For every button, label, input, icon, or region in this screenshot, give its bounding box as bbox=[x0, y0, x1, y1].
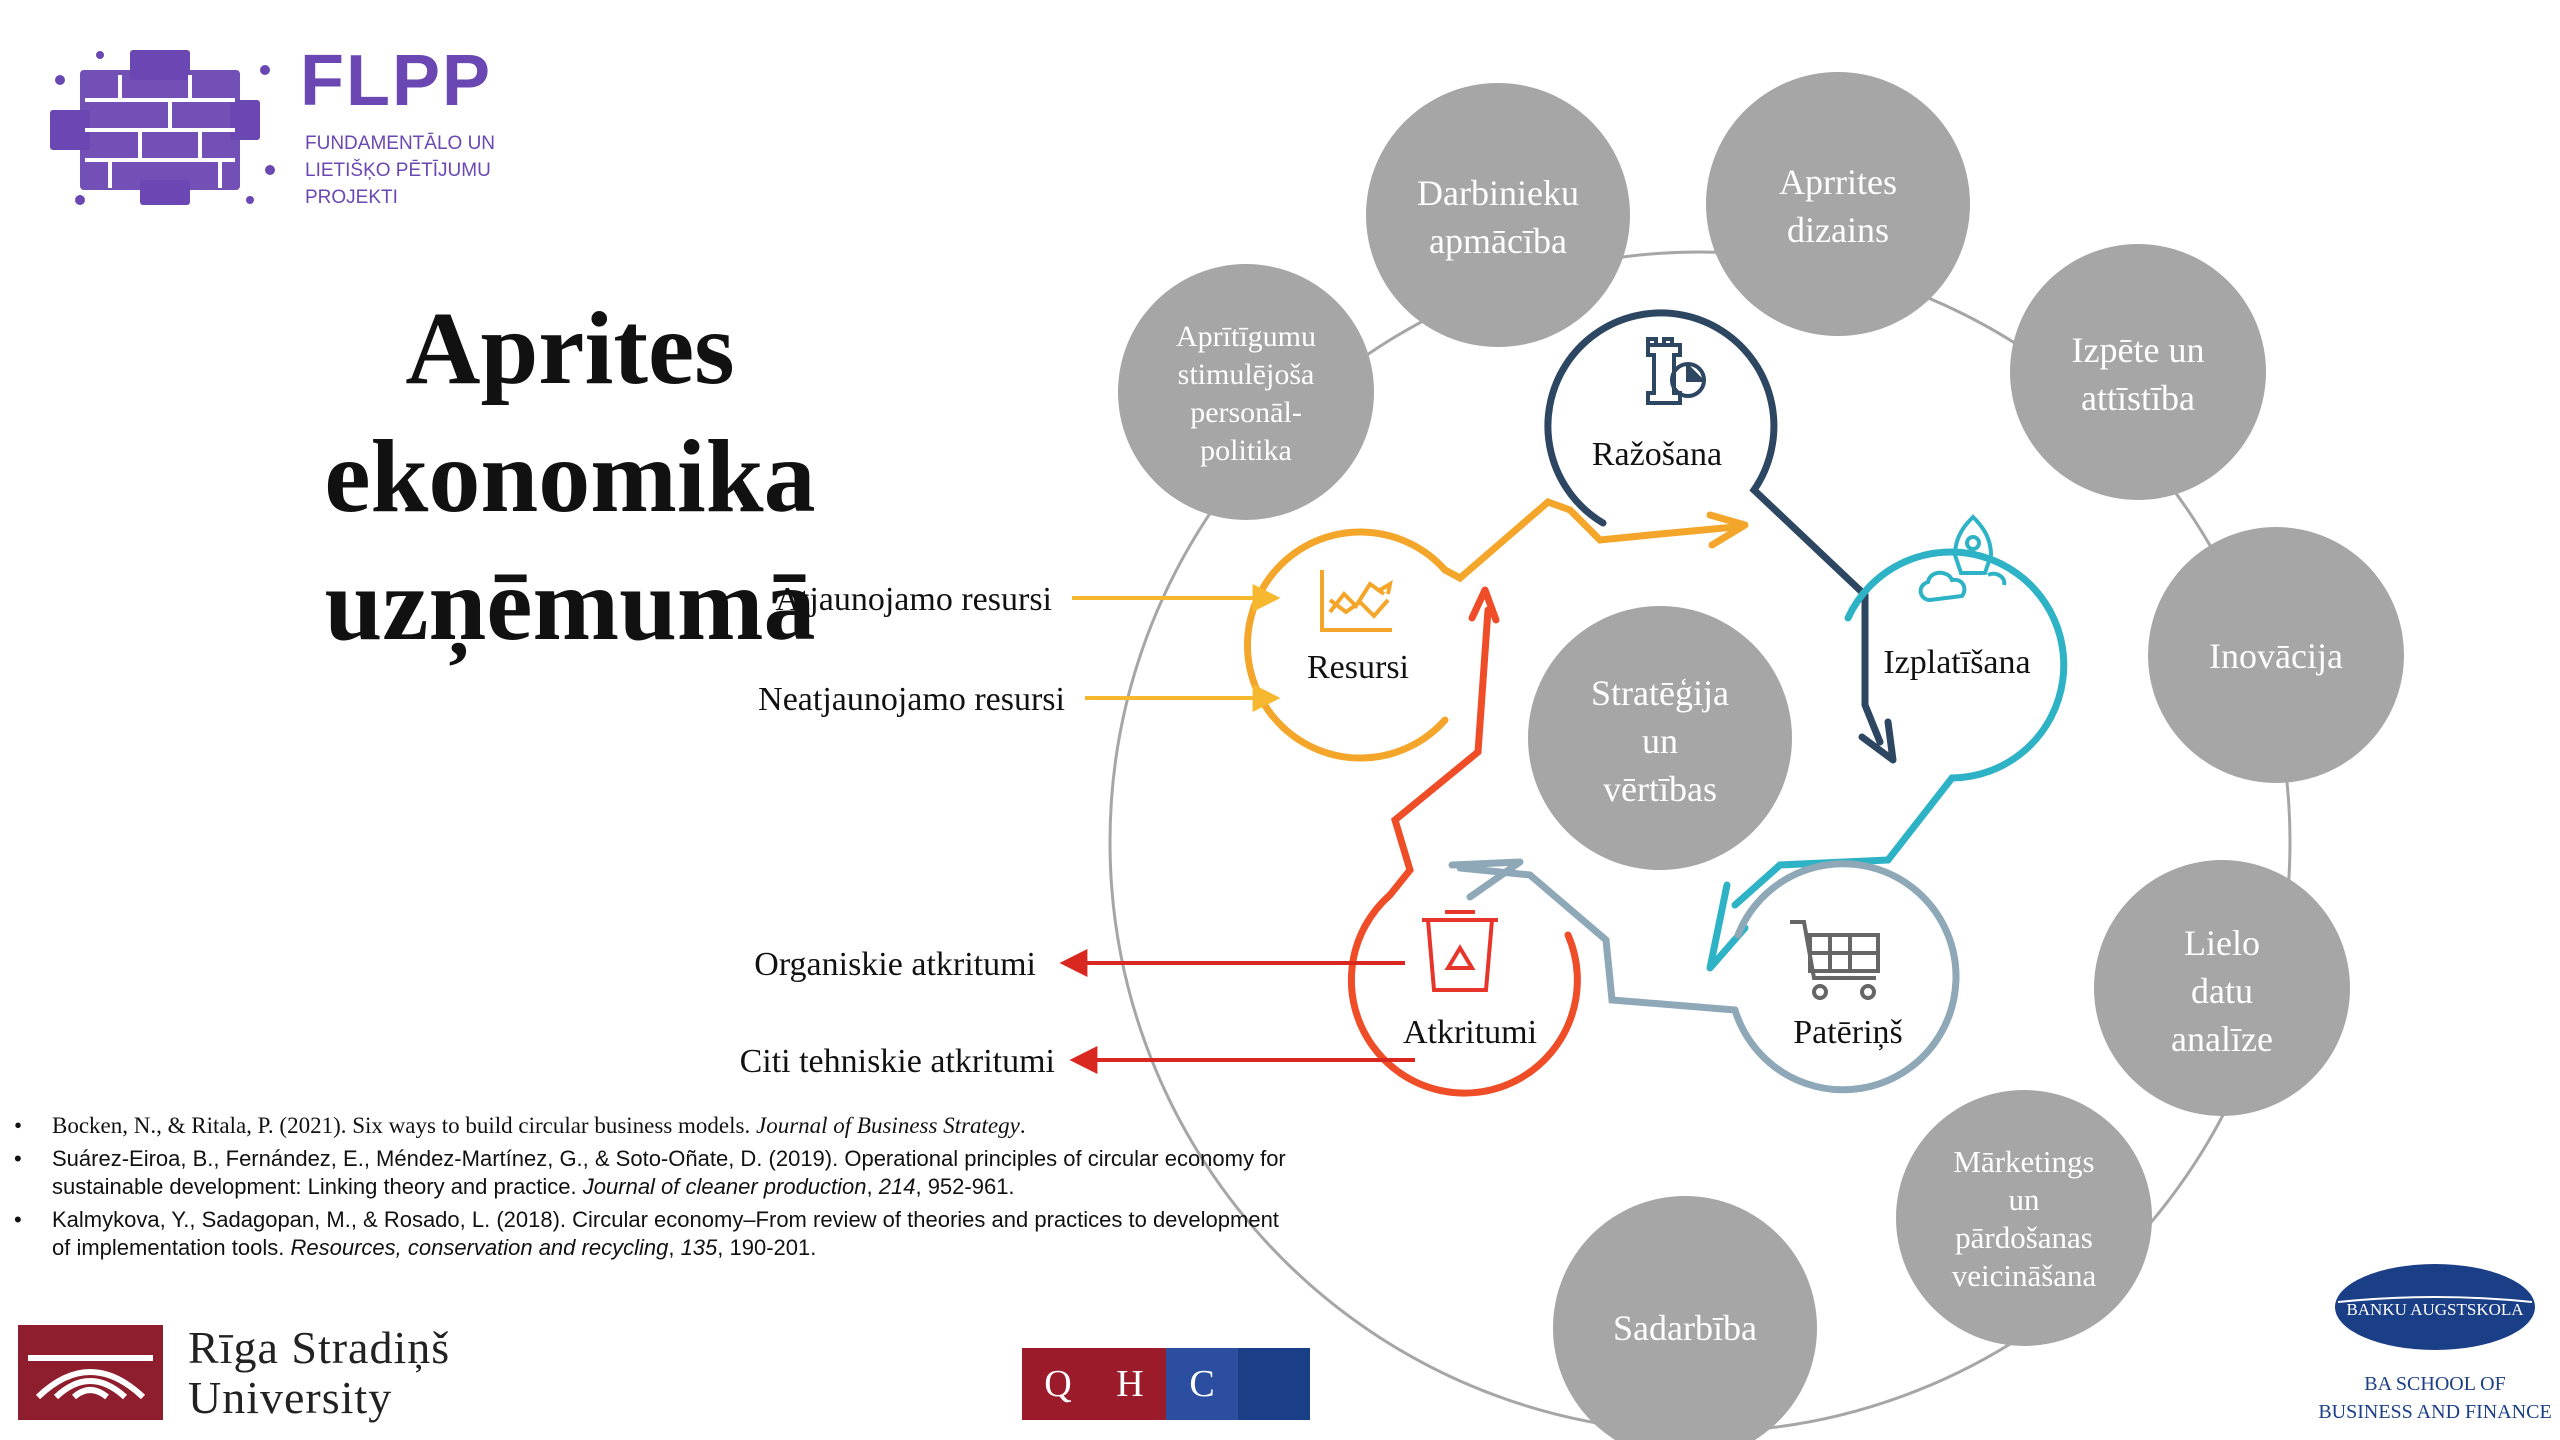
svg-text:Sadarbība: Sadarbība bbox=[1613, 1308, 1757, 1348]
input-atjaunojamo bbox=[775, 581, 1275, 618]
growth-chart-icon bbox=[1322, 570, 1392, 630]
qhc-letter-c: C bbox=[1166, 1348, 1238, 1420]
svg-text:Atjaunojamo resursi: Atjaunojamo resursi bbox=[775, 581, 1052, 618]
rsu-line: Rīga Stradiņš bbox=[188, 1322, 451, 1373]
cycle-label-pateris: Patēriņš bbox=[1793, 1014, 1903, 1051]
svg-text:Mārketingsunpārdošanasveicināš: Mārketings un pārdošanas veicināšana bbox=[1951, 1144, 2097, 1293]
cycle-label-razosana: Ražošana bbox=[1591, 436, 1723, 473]
rsu-logo-text bbox=[188, 1323, 450, 1423]
title-line: Aprites ekonomika bbox=[324, 291, 816, 534]
ba-line: BUSINESS AND FINANCE bbox=[2318, 1401, 2552, 1423]
svg-text:Inovācija: Inovācija bbox=[2209, 636, 2343, 676]
outer-circle-izpete bbox=[2010, 244, 2266, 500]
outer-circle-marketings bbox=[1896, 1090, 2152, 1346]
outer-circle-inovacija bbox=[2148, 527, 2404, 783]
ba-logo-mark bbox=[2330, 1262, 2540, 1352]
flpp-logo-title: FLPP bbox=[300, 41, 493, 121]
qhc-logo bbox=[1022, 1348, 1310, 1420]
ba-logo-text bbox=[2290, 1370, 2560, 1426]
cycle-label-resursi: Resursi bbox=[1307, 649, 1409, 686]
reference-item: • Suárez-Eiroa, B., Fernández, E., Méndez-Martínez, G., & Soto-Oñate, D. (2019). Operational principles of circular economy for sustainable development: Linking theory and practice. Journal of cleaner production, 214, 952-961. bbox=[14, 1146, 1286, 1199]
title-line: uzņēmumā bbox=[324, 547, 816, 662]
reference-item: • Bocken, N., & Ritala, P. (2021). Six ways to build circular business models. Journal of Business Strategy. bbox=[14, 1113, 1026, 1138]
flpp-subtitle-line: FUNDAMENTĀLO UN bbox=[305, 133, 496, 154]
svg-text:Organiskie atkritumi: Organiskie atkritumi bbox=[754, 946, 1036, 983]
reference-item: • Kalmykova, Y., Sadagopan, M., & Rosado, L. (2018). Circular economy–From review of theories and practices to development of implementation tools. Resources, conservation and recycling, 135, 190-201. bbox=[14, 1207, 1279, 1260]
references-list bbox=[14, 1112, 1294, 1267]
rsu-line: University bbox=[188, 1372, 393, 1423]
center-circle-strategija bbox=[1528, 606, 1792, 870]
shopping-cart-icon bbox=[1790, 922, 1878, 998]
outer-circle-aprites-dizains bbox=[1706, 72, 1970, 336]
recycle-bin-icon bbox=[1422, 912, 1498, 990]
input-neatjaunojamo bbox=[758, 681, 1275, 718]
flpp-subtitle-line: LIETIŠĶO PĒTĪJUMU bbox=[305, 160, 491, 181]
svg-text:Aprītīgumustimulējošapersonāl-: Aprītīgumu stimulējoša personāl-politika bbox=[1176, 320, 1316, 467]
output-organiskie bbox=[754, 946, 1405, 983]
qhc-letter-h: H bbox=[1094, 1348, 1166, 1420]
outer-circle-personalpolitika bbox=[1118, 264, 1374, 520]
output-citi-tehniskie bbox=[740, 1043, 1415, 1080]
outer-circle-darbinieku bbox=[1366, 83, 1630, 347]
ba-badge-text: BANKU AUGSTSKOLA bbox=[2346, 1300, 2524, 1319]
chess-rook-pie-icon bbox=[1648, 339, 1704, 403]
qhc-letter-q: Q bbox=[1022, 1348, 1094, 1420]
cycle-node-pateris bbox=[1452, 862, 1956, 1090]
svg-text:Lielodatuanalīze: Lielo datu analīze bbox=[2171, 923, 2273, 1059]
svg-text:Izpēte unattīstība: Izpēte un attīstība bbox=[2071, 330, 2205, 418]
rsu-logo-mark bbox=[18, 1325, 163, 1420]
svg-text:Citi tehniskie atkritumi: Citi tehniskie atkritumi bbox=[739, 1043, 1055, 1080]
cycle-label-atkritumi: Atkritumi bbox=[1402, 1014, 1538, 1051]
ba-line: BA SCHOOL OF bbox=[2364, 1373, 2506, 1395]
svg-text:Darbiniekuapmācība: Darbinieku apmācība bbox=[1417, 173, 1579, 261]
outer-circle-lielo-datu bbox=[2094, 860, 2350, 1116]
svg-text:Stratēģijaunvērtības: Stratēģija un vērtības bbox=[1591, 673, 1729, 809]
outer-circle-sadarbiba bbox=[1553, 1196, 1817, 1440]
rocket-cloud-icon bbox=[1921, 517, 2005, 600]
svg-text:Aprritesdizains: Aprrites dizains bbox=[1779, 162, 1897, 250]
flpp-subtitle-line: PROJEKTI bbox=[305, 187, 398, 208]
svg-text:Neatjaunojamo resursi: Neatjaunojamo resursi bbox=[758, 681, 1065, 718]
cycle-label-izplatisana: Izplatīšana bbox=[1883, 644, 2031, 681]
qhc-blank bbox=[1238, 1348, 1310, 1420]
